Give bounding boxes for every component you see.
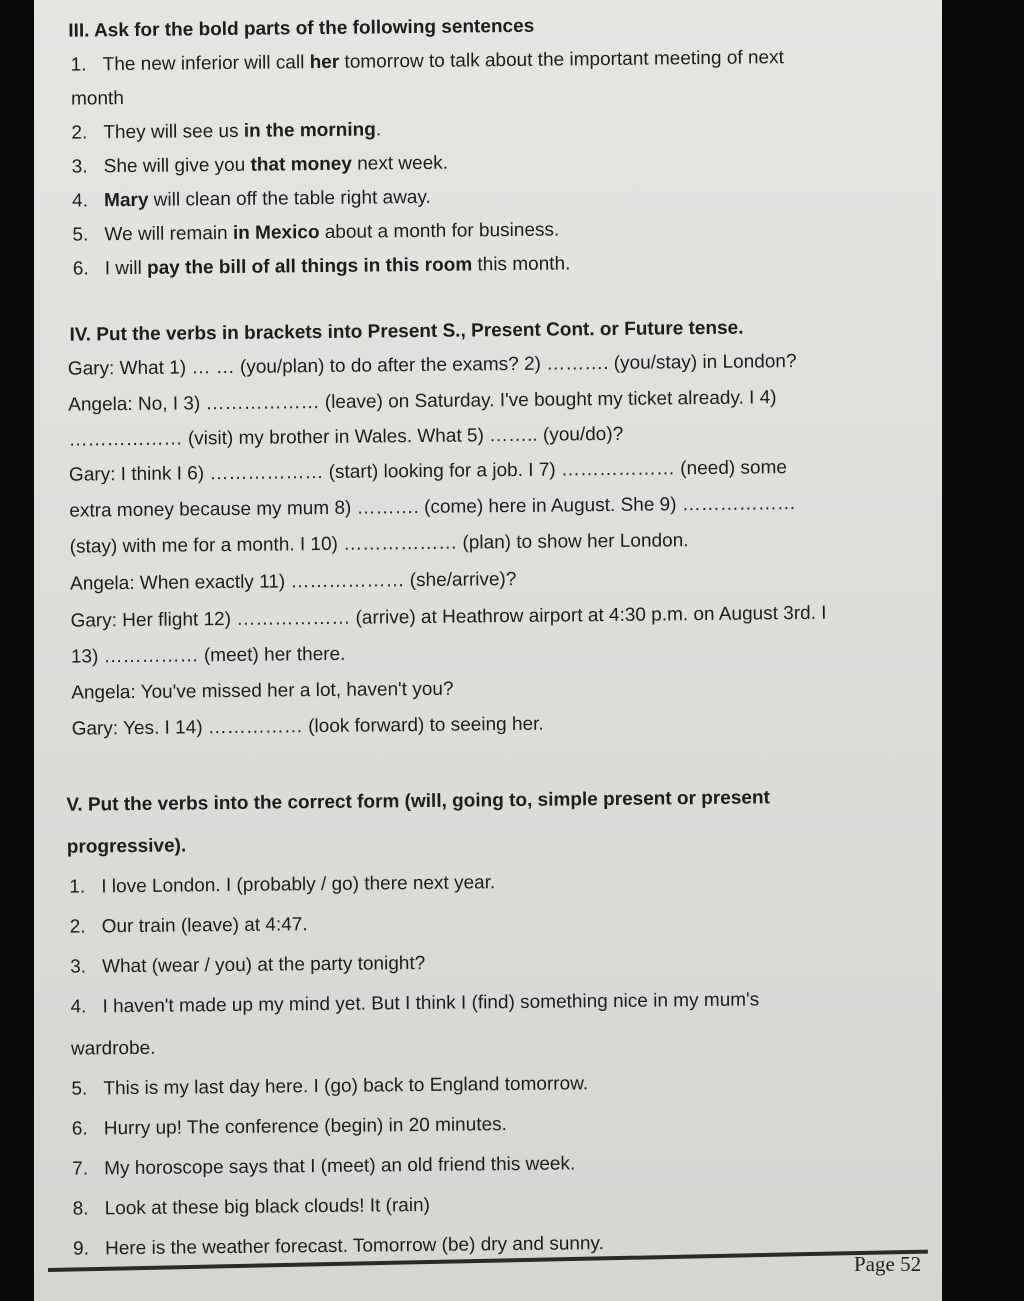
page-number: Page 52 — [854, 1252, 922, 1276]
section-4-heading: IV. Put the verbs in brackets into Present S., Present Cont. or Future tense. — [69, 317, 744, 346]
s3-item-3: 3. She will give you that money next week. — [71, 152, 449, 178]
s5-item-3: 3. What (wear / you) at the party tonight? — [70, 952, 426, 978]
s5-item-6: 6. Hurry up! The conference (begin) in 20 minutes. — [71, 1114, 508, 1140]
dialogue-line-7: Angela: When exactly 11) ……………… (she/arrive)? — [70, 568, 517, 595]
s5-item-8: 8. Look at these big black clouds! It (rain) — [72, 1194, 431, 1220]
dialogue-line-5: extra money because my mum 8) ………. (come) here in August. She 9) ……………… — [69, 493, 796, 522]
section-3-heading: III. Ask for the bold parts of the following sentences — [68, 15, 535, 42]
dialogue-line-1: Gary: What 1) … … (you/plan) to do after the exams? 2) ………. (you/stay) in London? — [67, 351, 797, 380]
textbook-page — [34, 0, 942, 1301]
s3-item-2: 2. They will see us in the morning. — [71, 119, 382, 144]
section-5-heading-cont: progressive). — [66, 835, 187, 858]
s5-item-9: 9. Here is the weather forecast. Tomorrow (be) dry and sunny. — [72, 1233, 604, 1260]
dialogue-line-6: (stay) with me for a month. I 10) ……………… (plan) to show her London. — [69, 530, 689, 558]
dialogue-line-3: ……………… (visit) my brother in Wales. What 5) …….. (you/do)? — [68, 423, 624, 451]
s3-item-1: 1. The new inferior will call her tomorrow to talk about the important meeting of next — [70, 47, 784, 76]
dialogue-line-9: 13) …………… (meet) her there. — [70, 643, 346, 668]
s5-item-7: 7. My horoscope says that I (meet) an old friend this week. — [72, 1153, 576, 1180]
s5-item-2: 2. Our train (leave) at 4:47. — [69, 914, 308, 938]
dialogue-line-2: Angela: No, I 3) ……………… (leave) on Saturday. I've bought my ticket already. I 4) — [68, 387, 777, 416]
s5-item-4-cont: wardrobe. — [70, 1037, 156, 1060]
dialogue-line-4: Gary: I think I 6) ……………… (start) looking for a job. I 7) ……………… (need) some — [68, 457, 788, 486]
s5-item-4: 4. I haven't made up my mind yet. But I think I (find) something nice in my mum's — [70, 989, 760, 1018]
dialogue-line-10: Angela: You've missed her a lot, haven't you? — [71, 678, 454, 704]
s5-item-5: 5. This is my last day here. I (go) back to England tomorrow. — [71, 1073, 589, 1100]
s5-item-1: 1. I love London. I (probably / go) there next year. — [69, 872, 496, 898]
dialogue-line-8: Gary: Her flight 12) ……………… (arrive) at Heathrow airport at 4:30 p.m. on August 3rd. I — [70, 602, 827, 632]
s3-item-5: 5. We will remain in Mexico about a month for business. — [72, 219, 560, 246]
s3-item-6: 6. I will pay the bill of all things in this room this month. — [72, 253, 571, 280]
dialogue-line-11: Gary: Yes. I 14) …………… (look forward) to seeing her. — [71, 713, 544, 740]
s3-item-4: 4. Mary will clean off the table right away. — [71, 186, 431, 212]
section-5-heading: V. Put the verbs into the correct form (will, going to, simple present or present — [66, 787, 770, 816]
s3-item-1-cont: month — [70, 88, 124, 110]
